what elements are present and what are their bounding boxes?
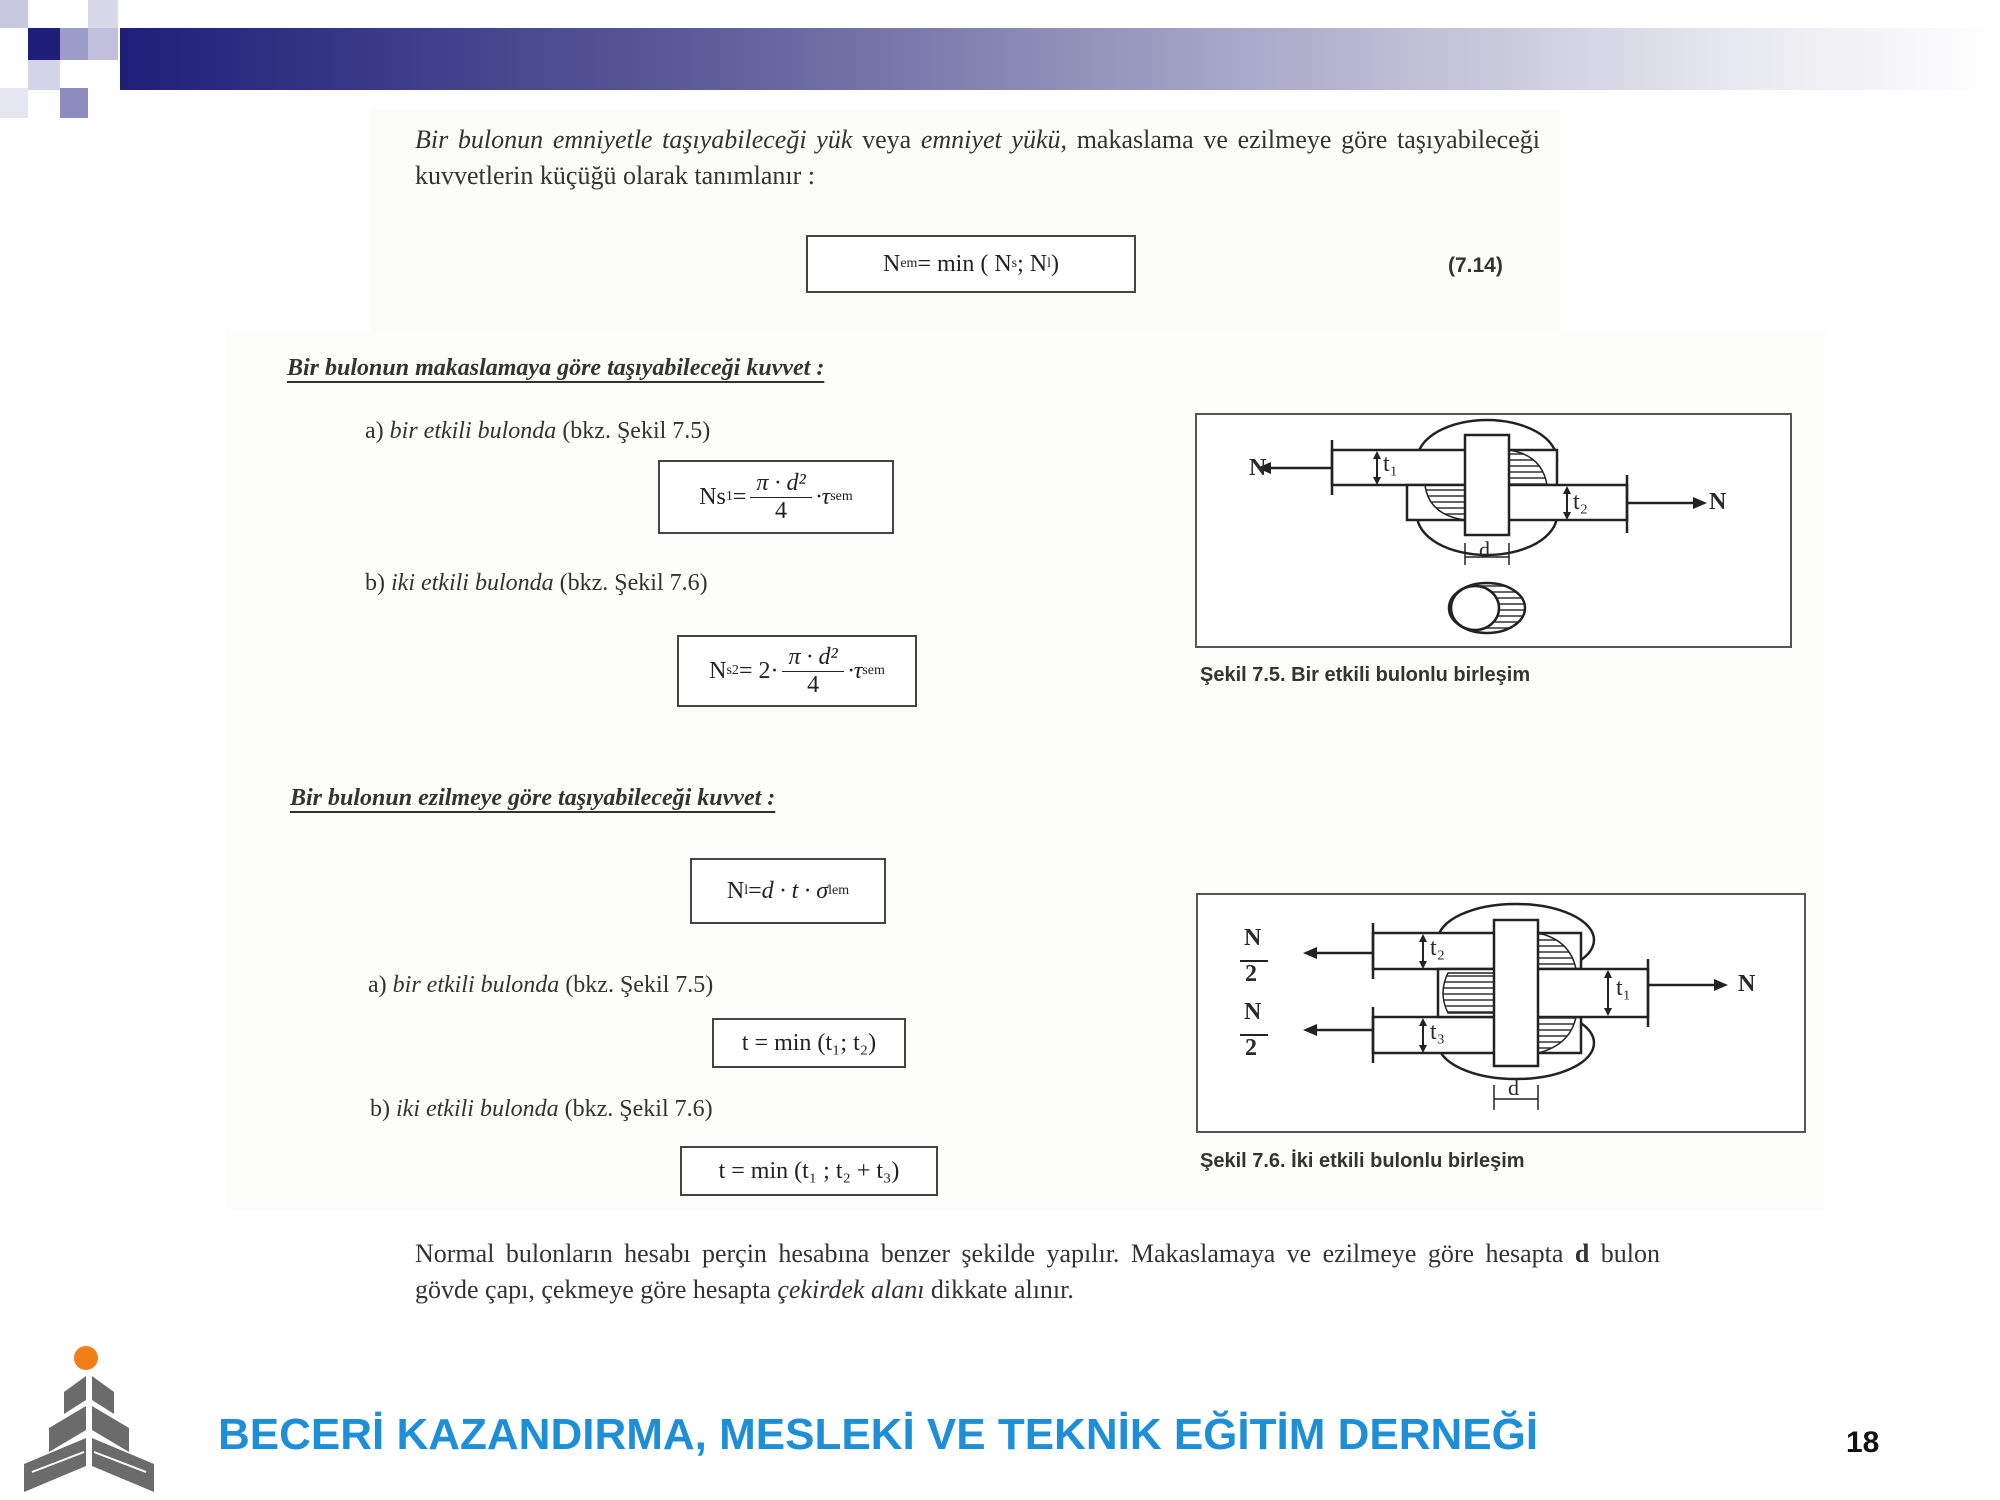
figure-7-5-caption: Şekil 7.5. Bir etkili bulonlu birleşim	[1200, 664, 1531, 686]
bearing-case-a: a) bir etkili bulonda (bkz. Şekil 7.5)	[368, 972, 714, 998]
bearing-case-b: b) iki etkili bulonda (bkz. Şekil 7.6)	[370, 1096, 713, 1122]
figure-7-6-drawing	[1198, 895, 1804, 1131]
bearing-formula-a: t = min (t₁; t₂)	[712, 1018, 906, 1068]
deco-square	[88, 28, 118, 60]
equation-7-14: N em = min ( N s ; N l )	[806, 235, 1136, 293]
deco-square	[0, 88, 28, 118]
fig2-label-t3: t₃	[1430, 1019, 1446, 1045]
shear-formula-single: Ns 1 = $\frac{\text{π · d²}}{4}$ ·τ sem	[658, 460, 894, 534]
deco-square	[28, 60, 60, 90]
fig1-label-n-right: N	[1709, 489, 1727, 515]
header-decoration	[0, 0, 2000, 120]
figure-7-5-drawing	[1197, 415, 1790, 646]
fig2-label-n-num-top: N	[1244, 925, 1262, 951]
shear-case-a: a) bir etkili bulonda (bkz. Şekil 7.5)	[365, 418, 711, 444]
logo-icon	[14, 1344, 164, 1494]
figure-7-5	[1195, 413, 1792, 648]
fig2-label-t2: t₂	[1430, 935, 1446, 961]
bolt-shank-shape	[1494, 920, 1538, 1066]
fig1-label-t1: t₁	[1383, 451, 1399, 477]
title-bar	[120, 28, 2000, 90]
figure-7-6	[1196, 893, 1806, 1133]
figure-7-6-caption: Şekil 7.6. İki etkili bulonlu birleşim	[1200, 1150, 1525, 1172]
bearing-heading: Bir bulonun ezilmeye göre taşıyabileceği kuvvet :	[290, 785, 776, 811]
deco-square	[60, 28, 88, 60]
bolt-shank-shape	[1465, 435, 1509, 535]
shear-case-b: b) iki etkili bulonda (bkz. Şekil 7.6)	[365, 570, 708, 596]
association-logo	[14, 1344, 164, 1494]
page-number: 18	[1846, 1426, 1880, 1459]
fig1-label-d: d	[1479, 537, 1490, 562]
footer-title: BECERİ KAZANDIRMA, MESLEKİ VE TEKNİK EĞİTİM DERNEĞİ	[218, 1410, 1539, 1459]
fig2-label-n-den-bot: 2	[1245, 1035, 1257, 1061]
equation-number: (7.14)	[1448, 254, 1503, 277]
fig2-label-t1: t₁	[1616, 975, 1632, 1001]
fig1-label-n-left: N	[1249, 455, 1267, 481]
fig1-label-t2: t₂	[1573, 489, 1589, 515]
shear-heading: Bir bulonun makaslamaya göre taşıyabileceği kuvvet :	[287, 355, 825, 381]
fig2-label-n-den-top: 2	[1245, 961, 1257, 987]
deco-square	[60, 88, 88, 118]
bearing-formula: N l = d · t · σ lem	[690, 858, 886, 924]
fig2-label-n-right: N	[1738, 971, 1756, 997]
fig2-label-n-num-bot: N	[1244, 999, 1262, 1025]
intro-paragraph: Bir bulonun emniyetle taşıyabileceği yük veya emniyet yükü, makaslama ve ezilmeye göre taşıyabileceği kuvvetlerin küçüğü olarak tanımlanır :	[415, 125, 1540, 190]
shear-formula-double: N s2 = 2· $\frac{\text{π · d²}}{4}$ ·τ sem	[677, 635, 917, 707]
intro-italic: Bir bulonun emniyetle taşıyabileceği yük	[415, 125, 853, 154]
fig2-label-d: d	[1508, 1075, 1519, 1100]
stress-area-middle	[1443, 973, 1494, 1013]
deco-square	[0, 0, 28, 28]
bearing-formula-b: t = min (t₁ ; t₂ + t₃)	[680, 1146, 938, 1196]
conclusion-paragraph: Normal bulonların hesabı perçin hesabına benzer şekilde yapılır. Makaslamaya ve ezilmeye göre hesapta d bulon gövde çapı, çekmeye göre hesapta çekirdek alanı dikkate alınır.	[415, 1239, 1660, 1304]
deco-square	[28, 28, 60, 60]
deco-square	[88, 0, 118, 28]
